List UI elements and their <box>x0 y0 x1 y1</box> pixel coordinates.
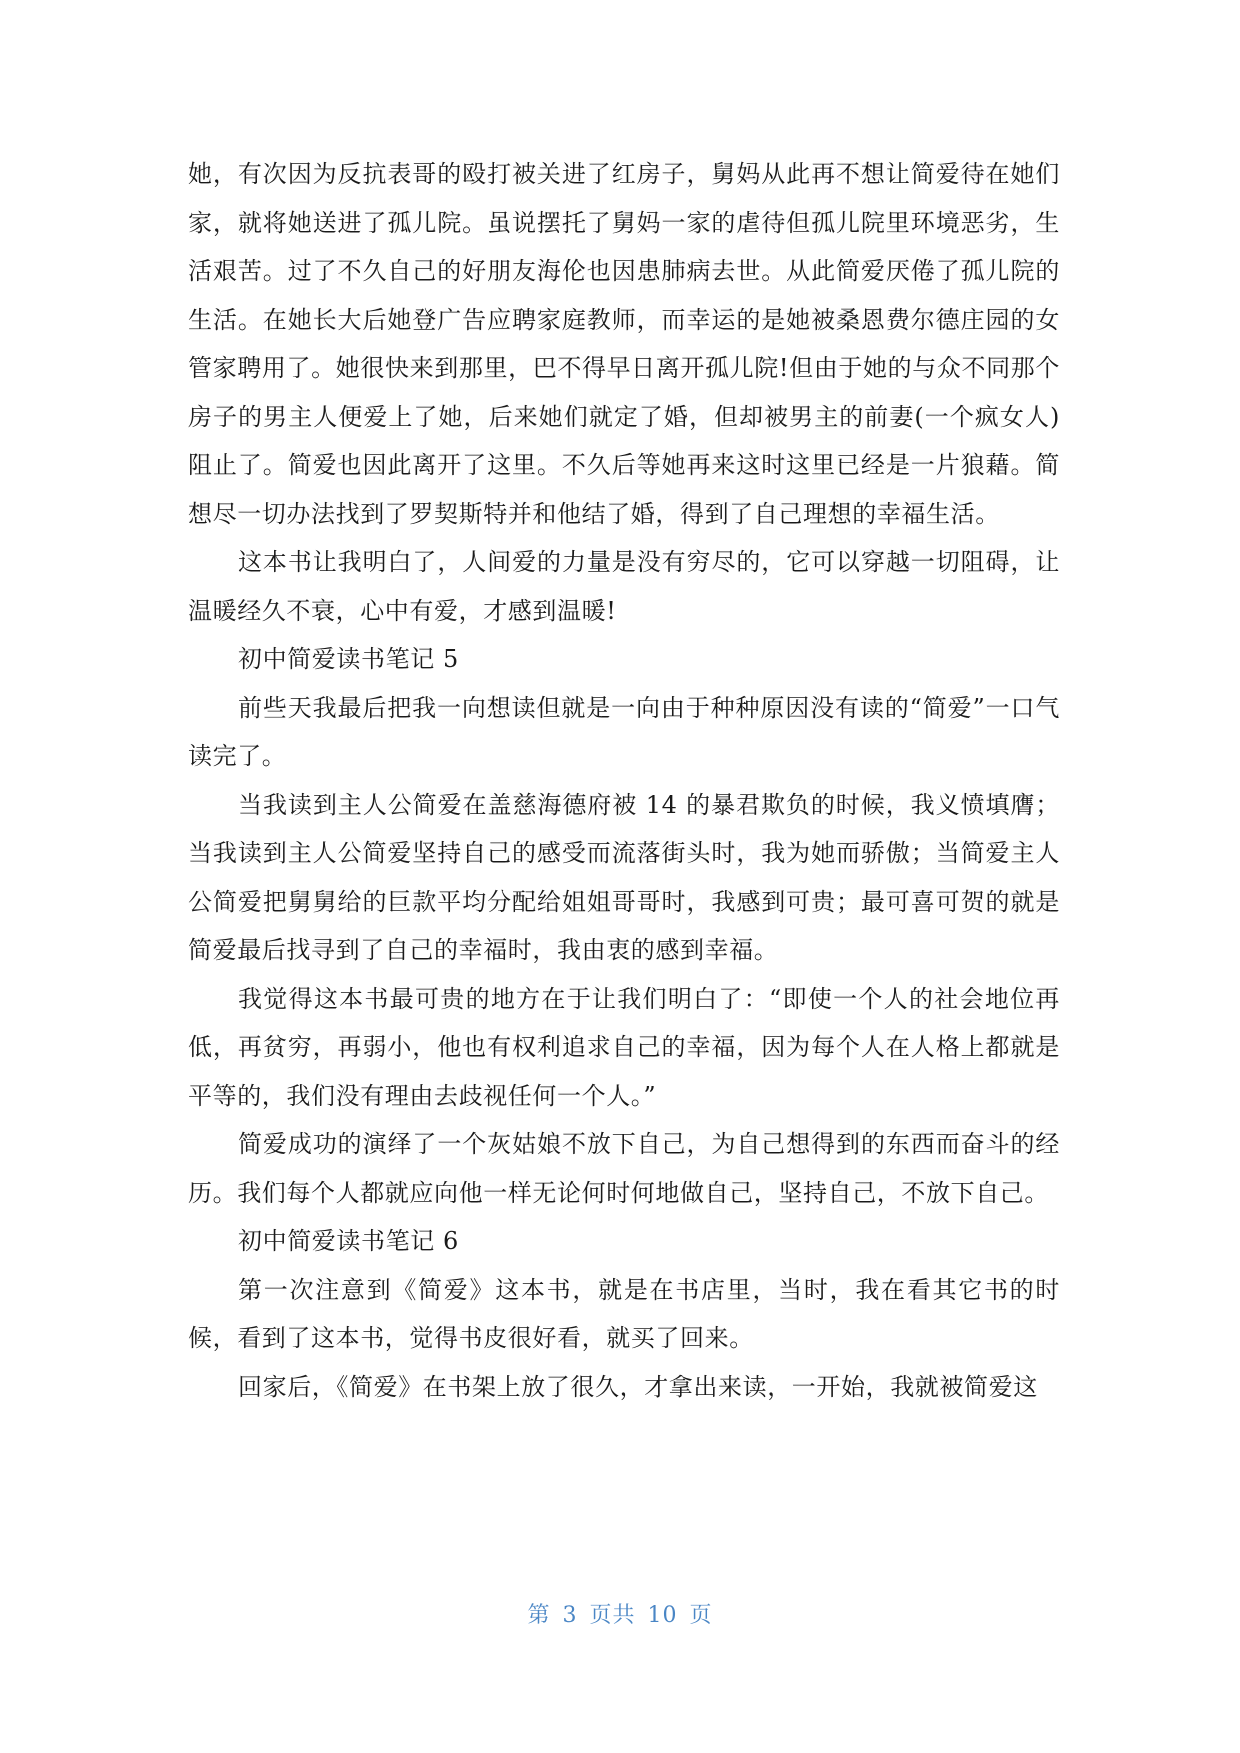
paragraph: 前些天我最后把我一向想读但就是一向由于种种原因没有读的“简爱”一口气读完了。 <box>188 693 1060 770</box>
paragraph: 第一次注意到《简爱》这本书，就是在书店里，当时，我在看其它书的时候，看到了这本书，觉得书皮很好看，就买了回来。 <box>188 1275 1060 1352</box>
current-page-number: 3 <box>562 1603 578 1628</box>
paragraph: 她，有次因为反抗表哥的殴打被关进了红房子，舅妈从此再不想让简爱待在她们家，就将她送进了孤儿院。虽说摆托了舅妈一家的虐待但孤儿院里环境恶劣，生活艰苦。过了不久自己的好朋友海伦也因患肺病去世。从此简爱厌倦了孤儿院的生活。在她长大后她登广告应聘家庭教师，而幸运的是她被桑恩费尔德庄园的女管家聘用了。她很快来到那里，巴不得早日离开孤儿院!但由于她的与众不同那个房子的男主人便爱上了她，后来她们就定了婚，但却被男主的前妻(一个疯女人)阻止了。简爱也因此离开了这里。不久后等她再来这时这里已经是一片狼藉。简想尽一切办法找到了罗契斯特并和他结了婚，得到了自己理想的幸福生活。 <box>188 160 1060 528</box>
section-heading: 初中简爱读书笔记 5 <box>238 645 459 673</box>
paragraph: 当我读到主人公简爱在盖慈海德府被 14 的暴君欺负的时候，我义愤填膺；当我读到主人公简爱坚持自己的感受而流落街头时，我为她而骄傲；当简爱主人公简爱把舅舅给的巨款平均分配给姐姐哥哥时，我感到可贵；最可喜可贺的就是简爱最后找寻到了自己的幸福时，我由衷的感到幸福。 <box>188 790 1060 964</box>
paragraph: 这本书让我明白了，人间爱的力量是没有穷尽的，它可以穿越一切阻碍，让温暖经久不衰，心中有爱，才感到温暖! <box>188 548 1060 625</box>
document-body <box>188 150 1060 1411</box>
paragraph: 简爱成功的演绎了一个灰姑娘不放下自己，为自己想得到的东西而奋斗的经历。我们每个人都就应向他一样无论何时何地做自己，坚持自己，不放下自己。 <box>188 1130 1060 1207</box>
section-heading: 初中简爱读书笔记 6 <box>238 1227 459 1255</box>
paragraph: 回家后，《简爱》在书架上放了很久，才拿出来读，一开始，我就被简爱这 <box>238 1372 1038 1401</box>
paragraph: 我觉得这本书最可贵的地方在于让我们明白了：“即使一个人的社会地位再低，再贫穷，再弱小，他也有权利追求自己的幸福，因为每个人在人格上都就是平等的，我们没有理由去歧视任何一个人。” <box>188 984 1060 1110</box>
page-label-middle: 页共 <box>589 1603 636 1628</box>
page-label-prefix: 第 <box>527 1603 551 1628</box>
page-label-suffix: 页 <box>689 1603 713 1628</box>
page-footer <box>0 1598 1240 1629</box>
total-pages-number: 10 <box>647 1603 678 1628</box>
